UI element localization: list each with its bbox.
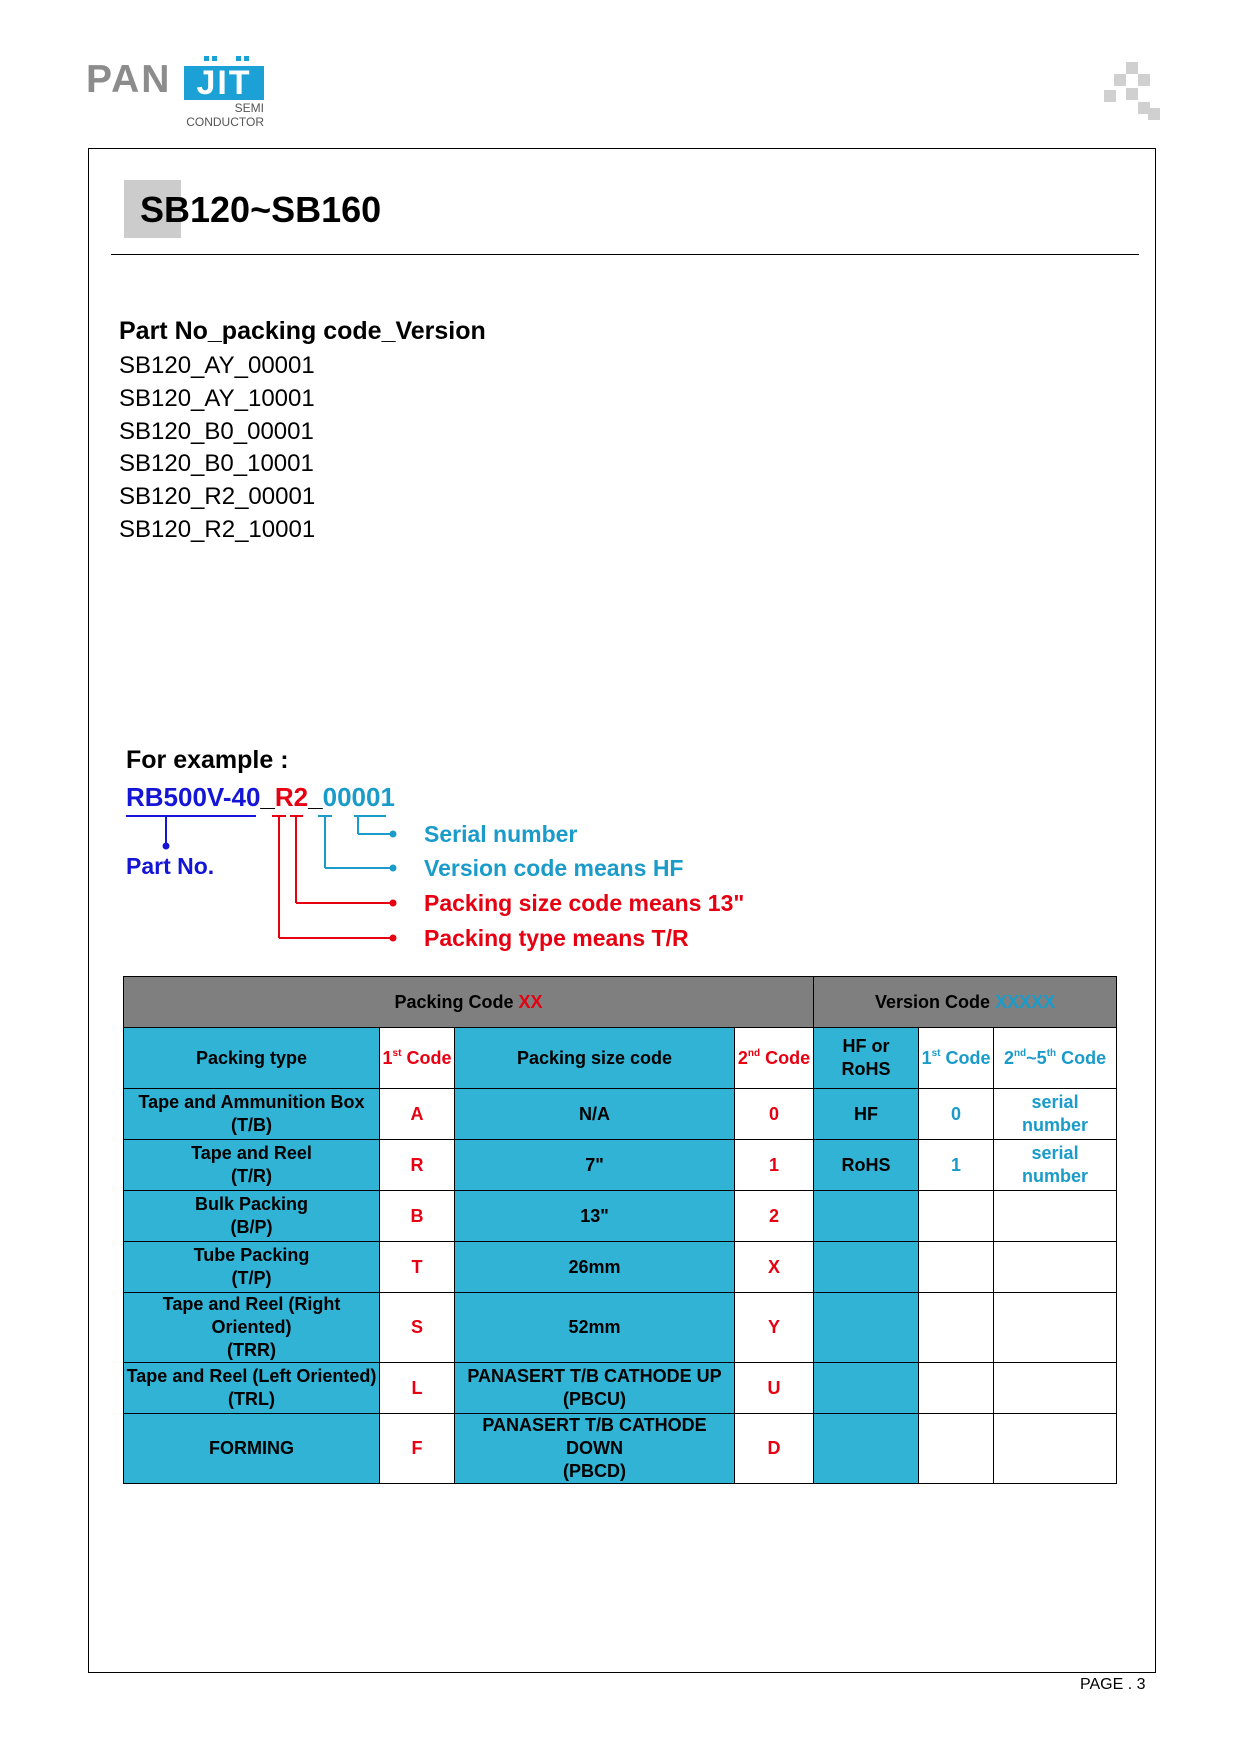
- cell-packing-size: 26mm: [455, 1242, 735, 1293]
- cell-first-code: R: [380, 1140, 455, 1191]
- cell-second-code: U: [735, 1363, 814, 1414]
- part-number-heading: Part No_packing code_Version: [119, 317, 486, 345]
- cell-version-first: [919, 1414, 994, 1484]
- cell-packing-size: 52mm: [455, 1293, 735, 1363]
- label-serial-number: Serial number: [424, 821, 578, 847]
- label-packing-size: Packing size code means 13": [424, 890, 745, 916]
- cell-version-first: [919, 1242, 994, 1293]
- table-row: [124, 1140, 1117, 1191]
- logo-jit-text: JIT: [184, 66, 264, 100]
- cell-packing-size: 13": [455, 1191, 735, 1242]
- cell-version-serial: [994, 1293, 1117, 1363]
- cell-version-first: [919, 1293, 994, 1363]
- panjit-logo: [86, 56, 286, 136]
- col-version-serial-code: 2nd~5th Code: [994, 1028, 1117, 1089]
- part-number-item: SB120_R2_10001: [119, 515, 316, 543]
- col-first-code: 1st Code: [380, 1028, 455, 1089]
- logo-subtitle: SEMI CONDUCTOR: [186, 101, 264, 129]
- cell-hf-rohs: [814, 1242, 919, 1293]
- cell-version-serial: [994, 1414, 1117, 1484]
- cell-second-code: X: [735, 1242, 814, 1293]
- label-packing-type: Packing type means T/R: [424, 925, 689, 951]
- cell-version-serial: serial number: [994, 1089, 1117, 1140]
- packing-code-header: Packing Code XX: [124, 977, 814, 1028]
- cell-hf-rohs: [814, 1414, 919, 1484]
- col-packing-type: Packing type: [124, 1028, 380, 1089]
- cell-first-code: L: [380, 1363, 455, 1414]
- packing-code-table: [123, 976, 1117, 1484]
- cell-version-first: [919, 1191, 994, 1242]
- table-row: [124, 1191, 1117, 1242]
- part-number-item: SB120_AY_00001: [119, 352, 315, 379]
- cell-packing-type: FORMING: [124, 1414, 380, 1484]
- label-version-code: Version code means HF: [424, 855, 684, 881]
- example-code: RB500V-40_R2_00001: [126, 782, 395, 812]
- label-part-no: Part No.: [126, 853, 215, 879]
- example-code-part: RB500V-40: [126, 782, 261, 812]
- version-code-header: Version Code XXXXX: [814, 977, 1117, 1028]
- cell-second-code: 0: [735, 1089, 814, 1140]
- col-version-first-code: 1st Code: [919, 1028, 994, 1089]
- table-row: [124, 1293, 1117, 1363]
- cell-packing-size: PANASERT T/B CATHODE UP (PBCU): [455, 1363, 735, 1414]
- cell-version-first: [919, 1363, 994, 1414]
- cell-packing-type: Tape and Reel (T/R): [124, 1140, 380, 1191]
- cell-first-code: A: [380, 1089, 455, 1140]
- cell-second-code: Y: [735, 1293, 814, 1363]
- cell-hf-rohs: [814, 1293, 919, 1363]
- table-row: [124, 1414, 1117, 1484]
- cell-first-code: B: [380, 1191, 455, 1242]
- cell-first-code: F: [380, 1414, 455, 1484]
- table-row: [124, 1242, 1117, 1293]
- cell-packing-type: Tape and Reel (Left Oriented) (TRL): [124, 1363, 380, 1414]
- page-title: SB120~SB160: [140, 189, 382, 230]
- corner-decoration-icon: [1104, 62, 1160, 118]
- col-packing-size: Packing size code: [455, 1028, 735, 1089]
- cell-second-code: 1: [735, 1140, 814, 1191]
- cell-first-code: T: [380, 1242, 455, 1293]
- col-hf-rohs: HF or RoHS: [814, 1028, 919, 1089]
- page-number: PAGE . 3: [1080, 1676, 1146, 1693]
- table-row: [124, 1089, 1117, 1140]
- cell-packing-type: Tape and Reel (Right Oriented) (TRR): [124, 1293, 380, 1363]
- cell-version-first: 0: [919, 1089, 994, 1140]
- cell-version-first: 1: [919, 1140, 994, 1191]
- cell-first-code: S: [380, 1293, 455, 1363]
- cell-packing-type: Tube Packing (T/P): [124, 1242, 380, 1293]
- cell-hf-rohs: [814, 1191, 919, 1242]
- cell-hf-rohs: [814, 1363, 919, 1414]
- logo-dots: [202, 56, 252, 64]
- part-number-list: [119, 350, 315, 547]
- cell-version-serial: [994, 1363, 1117, 1414]
- cell-second-code: D: [735, 1414, 814, 1484]
- example-code-version: 00001: [322, 782, 395, 812]
- part-number-item: SB120_R2_00001: [119, 483, 316, 511]
- cell-packing-size: 7": [455, 1140, 735, 1191]
- cell-packing-type: Bulk Packing (B/P): [124, 1191, 380, 1242]
- table-row: [124, 1363, 1117, 1414]
- cell-packing-type: Tape and Ammunition Box (T/B): [124, 1089, 380, 1140]
- part-number-item: SB120_B0_00001: [119, 417, 314, 445]
- cell-second-code: 2: [735, 1191, 814, 1242]
- cell-version-serial: [994, 1191, 1117, 1242]
- example-code-pack: R2: [274, 782, 309, 812]
- cell-packing-size: N/A: [455, 1089, 735, 1140]
- example-heading: For example :: [126, 746, 289, 774]
- cell-version-serial: serial number: [994, 1140, 1117, 1191]
- col-second-code: 2nd Code: [735, 1028, 814, 1089]
- title-divider: [111, 254, 1139, 255]
- cell-packing-size: PANASERT T/B CATHODE DOWN (PBCD): [455, 1414, 735, 1484]
- part-number-item: SB120_B0_10001: [119, 450, 314, 478]
- cell-hf-rohs: RoHS: [814, 1140, 919, 1191]
- cell-version-serial: [994, 1242, 1117, 1293]
- logo-pan-text: PAN: [86, 58, 172, 101]
- cell-hf-rohs: HF: [814, 1089, 919, 1140]
- part-number-item: SB120_AY_10001: [119, 384, 315, 412]
